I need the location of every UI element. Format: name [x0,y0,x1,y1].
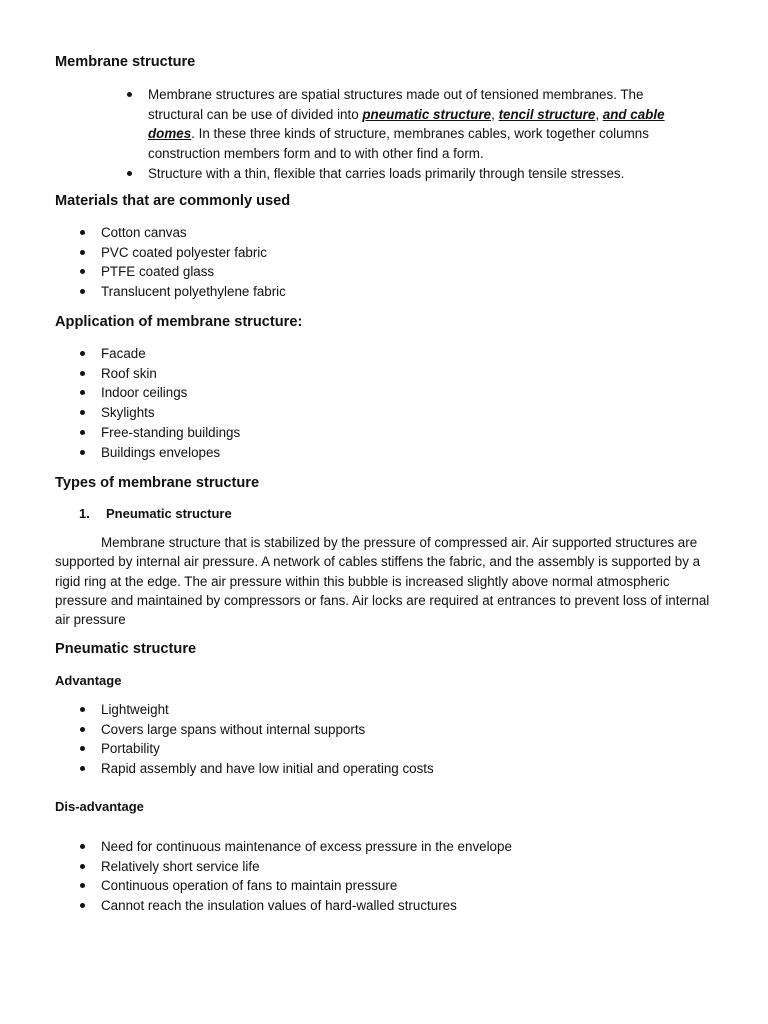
list-item: Relatively short service life [101,857,512,877]
materials-list [101,223,286,302]
emphasis-pneumatic: pneumatic structure [362,106,492,122]
list-item: Indoor ceilings [101,383,240,403]
membrane-bullet-list [148,85,693,184]
list-item: Lightweight [101,700,434,720]
list-item: Covers large spans without internal supports [101,720,434,740]
heading-advantage: Advantage [55,673,122,688]
list-item: Skylights [101,403,240,423]
item-number: 1. [79,506,90,521]
heading-pneumatic-structure: Pneumatic structure [55,641,197,657]
list-item: Facade [101,344,240,364]
list-item: Cotton canvas [101,223,286,243]
application-list [101,344,240,462]
list-item: PTFE coated glass [101,262,286,282]
pneumatic-paragraph: Membrane structure that is stabilized by the pressure of compressed air. Air supported structures are supported by internal air pressure. A network of cables stiffens the fabric, and the assembly is supported by a rigid ring at the edge. The air pressure within this bubble is increased slightly above normal atmospheric pressure and maintained by compressors or fans. Air locks are required at entrances to prevent loss of internal air pressure [55,535,710,628]
list-item: Buildings envelopes [101,443,240,463]
list-item: Rapid assembly and have low initial and operating costs [101,759,434,779]
heading-materials: Materials that are commonly used [55,193,291,209]
list-item: Cannot reach the insulation values of hard-walled structures [101,896,512,916]
emphasis-cable-domes: and cable domes [148,106,665,142]
heading-disadvantage: Dis-advantage [55,799,144,814]
list-item: Roof skin [101,364,240,384]
list-item: PVC coated polyester fabric [101,243,286,263]
list-item: Continuous operation of fans to maintain pressure [101,876,512,896]
numbered-item-pneumatic [79,505,232,523]
advantages-list [101,700,434,779]
disadvantages-list [101,837,512,916]
list-item: Translucent polyethylene fabric [101,282,286,302]
list-item: Free-standing buildings [101,423,240,443]
heading-membrane-structure: Membrane structure [55,54,196,70]
emphasis-tencil: tencil structure [498,106,596,122]
list-item: Need for continuous maintenance of excess pressure in the envelope [101,837,512,857]
list-item: Structure with a thin, flexible that carries loads primarily through tensile stresses. [148,164,693,184]
list-item: Portability [101,739,434,759]
list-item: Membrane structures are spatial structures made out of tensioned membranes. The structural can be use of divided into pneumatic structure, tencil structure, and cable domes. In these three kinds of structure, membranes cables, work together columns construction members form and to with other find a form. [148,85,693,164]
heading-application: Application of membrane structure: [55,314,303,330]
item-label: Pneumatic structure [106,506,232,521]
heading-types: Types of membrane structure [55,475,260,491]
